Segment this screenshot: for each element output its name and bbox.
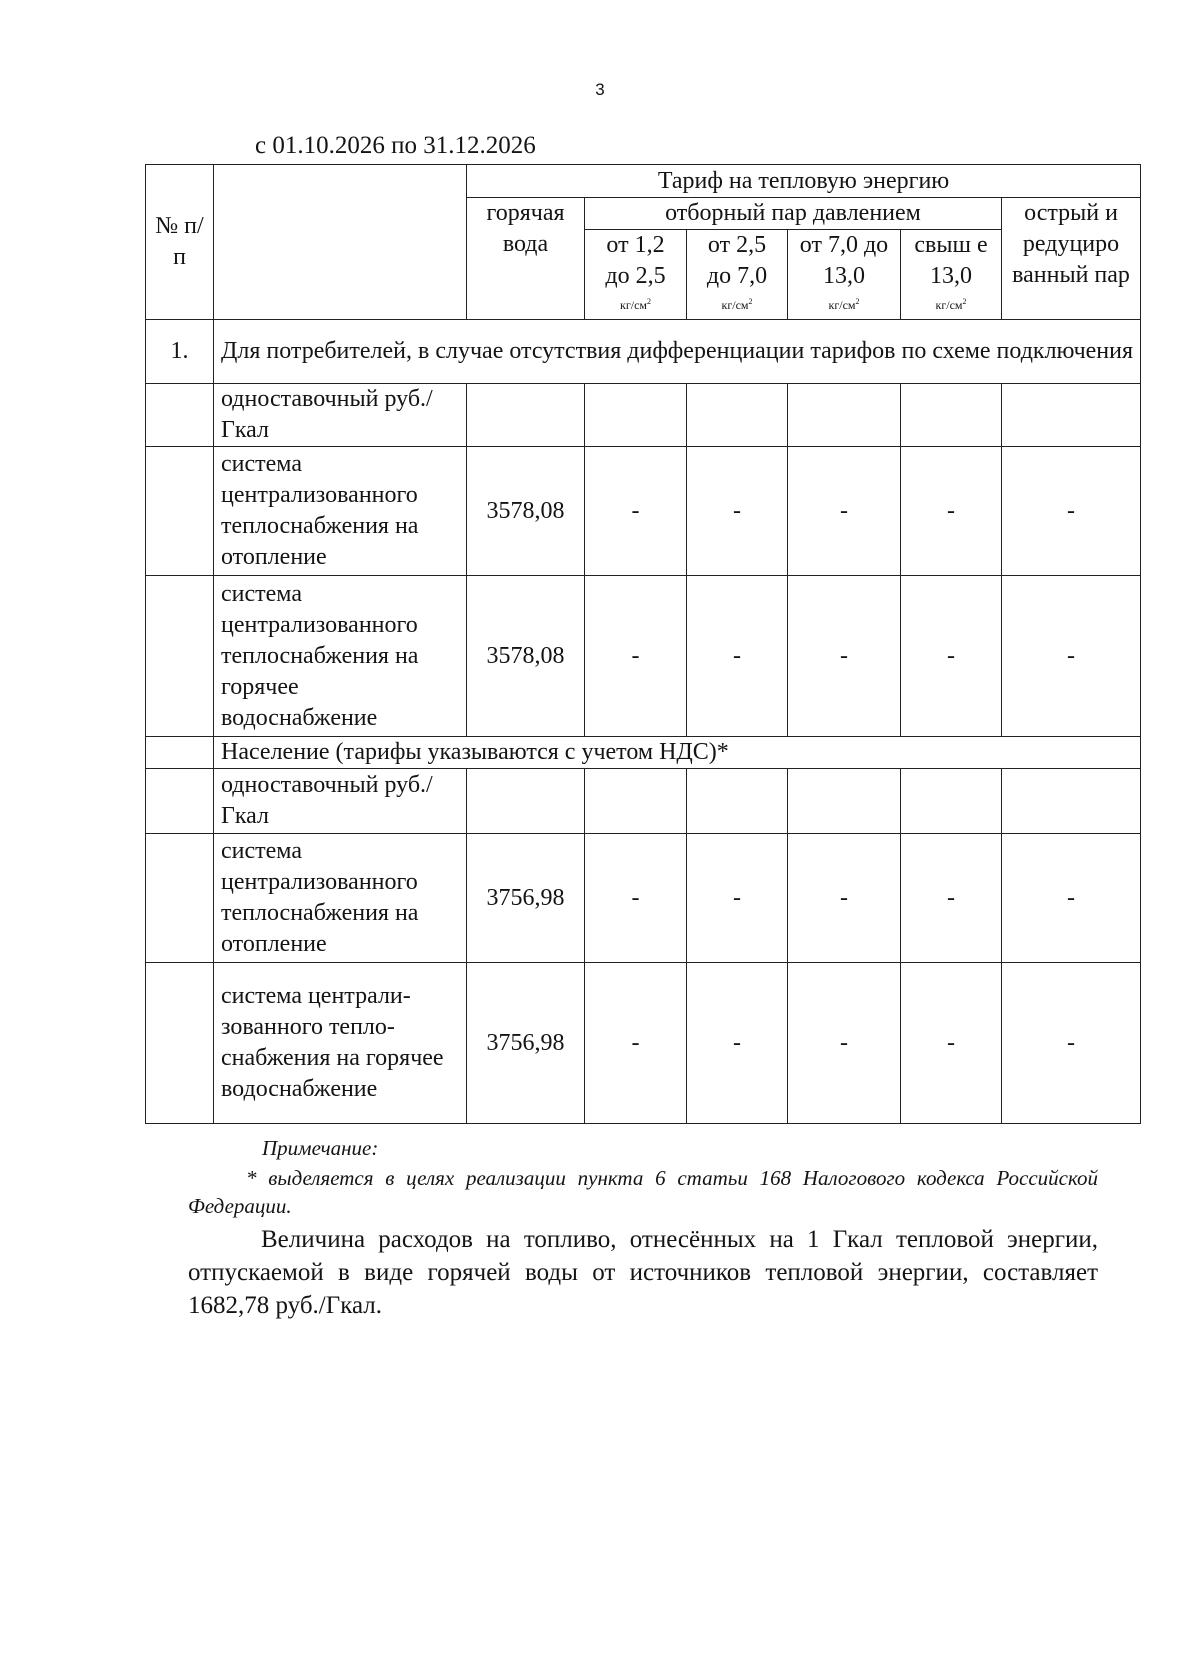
unit-text: кг/см	[828, 298, 856, 312]
table-row	[146, 963, 1141, 1124]
section-1-row	[146, 320, 1141, 384]
header-steam-group: отборный пар давлением	[585, 198, 1002, 230]
pressure-2-unit	[694, 294, 780, 313]
header-hot-water: горячая вода	[467, 198, 585, 320]
pressure-4-unit	[908, 294, 994, 313]
header-pressure-4	[901, 230, 1002, 320]
p1-value: -	[585, 576, 687, 737]
row-label: одноставочный руб./Гкал	[214, 384, 467, 447]
header-label-cell	[214, 165, 467, 320]
sharp-value: -	[1002, 834, 1141, 963]
sharp-value: -	[1002, 576, 1141, 737]
hot-water-value: 3578,08	[467, 576, 585, 737]
unit-text: кг/см	[935, 298, 963, 312]
pressure-3-unit	[795, 294, 893, 313]
num-cell	[146, 963, 214, 1124]
pressure-1-unit	[592, 294, 679, 313]
header-pressure-3	[788, 230, 901, 320]
hot-water-value: 3756,98	[467, 963, 585, 1124]
p4-value	[901, 769, 1002, 834]
header-sharp-steam: острый и редуциро ванный пар	[1002, 198, 1141, 320]
table-row	[146, 834, 1141, 963]
pressure-4-range: свыш е 13,0	[914, 232, 988, 289]
num-cell	[146, 384, 214, 447]
hot-water-value: 3756,98	[467, 834, 585, 963]
unit-text: кг/см	[721, 298, 749, 312]
p1-value: -	[585, 963, 687, 1124]
p1-value	[585, 384, 687, 447]
table-row	[146, 384, 1141, 447]
note-text: * выделяется в целях реализации пункта 6 статьи 168 Налогового кодекса Российской Федерации.	[188, 1166, 1098, 1218]
p2-value: -	[687, 447, 788, 576]
num-cell	[146, 737, 214, 769]
pressure-1-range: от 1,2 до 2,5	[605, 232, 666, 289]
sharp-value: -	[1002, 447, 1141, 576]
header-pressure-1	[585, 230, 687, 320]
p4-value: -	[901, 963, 1002, 1124]
section-2-title: Население (тарифы указываются с учетом НДС)*	[214, 737, 1141, 769]
unit-text: кг/см	[619, 298, 647, 312]
table-row	[146, 447, 1141, 576]
p1-value: -	[585, 834, 687, 963]
section-1-title: Для потребителей, в случае отсутствия дифференциации тарифов по схеме подключения	[214, 320, 1141, 384]
unit-power: 2	[962, 297, 967, 306]
p3-value: -	[788, 963, 901, 1124]
p3-value: -	[788, 447, 901, 576]
num-cell	[146, 447, 214, 576]
row-label: система централи-зованного тепло-снабжения на горячее водоснабжение	[214, 963, 467, 1124]
hot-water-value	[467, 769, 585, 834]
header-pressure-2	[687, 230, 788, 320]
hot-water-value	[467, 384, 585, 447]
p4-value: -	[901, 447, 1002, 576]
p3-value	[788, 384, 901, 447]
header-num: № п/п	[146, 165, 214, 320]
table-row	[146, 576, 1141, 737]
p4-value: -	[901, 834, 1002, 963]
sharp-value	[1002, 384, 1141, 447]
header-tariff-title: Тариф на тепловую энергию	[467, 165, 1141, 198]
p1-value: -	[585, 447, 687, 576]
unit-power: 2	[855, 297, 860, 306]
pressure-2-range: от 2,5 до 7,0	[706, 232, 768, 289]
table-row	[146, 769, 1141, 834]
pressure-3-range: от 7,0 до 13,0	[799, 232, 889, 289]
unit-power: 2	[748, 297, 753, 306]
unit-power: 2	[647, 297, 651, 306]
sharp-value: -	[1002, 963, 1141, 1124]
p3-value	[788, 769, 901, 834]
p2-value	[687, 769, 788, 834]
sharp-value	[1002, 769, 1141, 834]
row-label: система централизованного теплоснабжения на отопление	[214, 834, 467, 963]
p2-value: -	[687, 834, 788, 963]
p3-value: -	[788, 834, 901, 963]
p4-value	[901, 384, 1002, 447]
p3-value: -	[788, 576, 901, 737]
row-label: система централизованного теплоснабжения на горячее водоснабжение	[214, 576, 467, 737]
p2-value: -	[687, 576, 788, 737]
row-label: система централизованного теплоснабжения на отопление	[214, 447, 467, 576]
p2-value	[687, 384, 788, 447]
num-cell	[146, 769, 214, 834]
p4-value: -	[901, 576, 1002, 737]
header-row-1	[146, 165, 1141, 198]
note-title: Примечание:	[262, 1136, 379, 1160]
section-1-num: 1.	[146, 320, 214, 384]
num-cell	[146, 576, 214, 737]
tariff-table	[145, 164, 1141, 1124]
section-2-row	[146, 737, 1141, 769]
tariff-period: с 01.10.2026 по 31.12.2026	[255, 132, 536, 159]
num-cell	[146, 834, 214, 963]
fuel-cost-paragraph: Величина расходов на топливо, отнесённых на 1 Гкал тепловой энергии, отпускаемой в виде горячей воды от источников тепловой энергии, составляет 1682,78 руб./Гкал.	[188, 1226, 1098, 1319]
hot-water-value: 3578,08	[467, 447, 585, 576]
p1-value	[585, 769, 687, 834]
page-number: 3	[595, 80, 605, 99]
row-label: одноставочный руб./Гкал	[214, 769, 467, 834]
p2-value: -	[687, 963, 788, 1124]
